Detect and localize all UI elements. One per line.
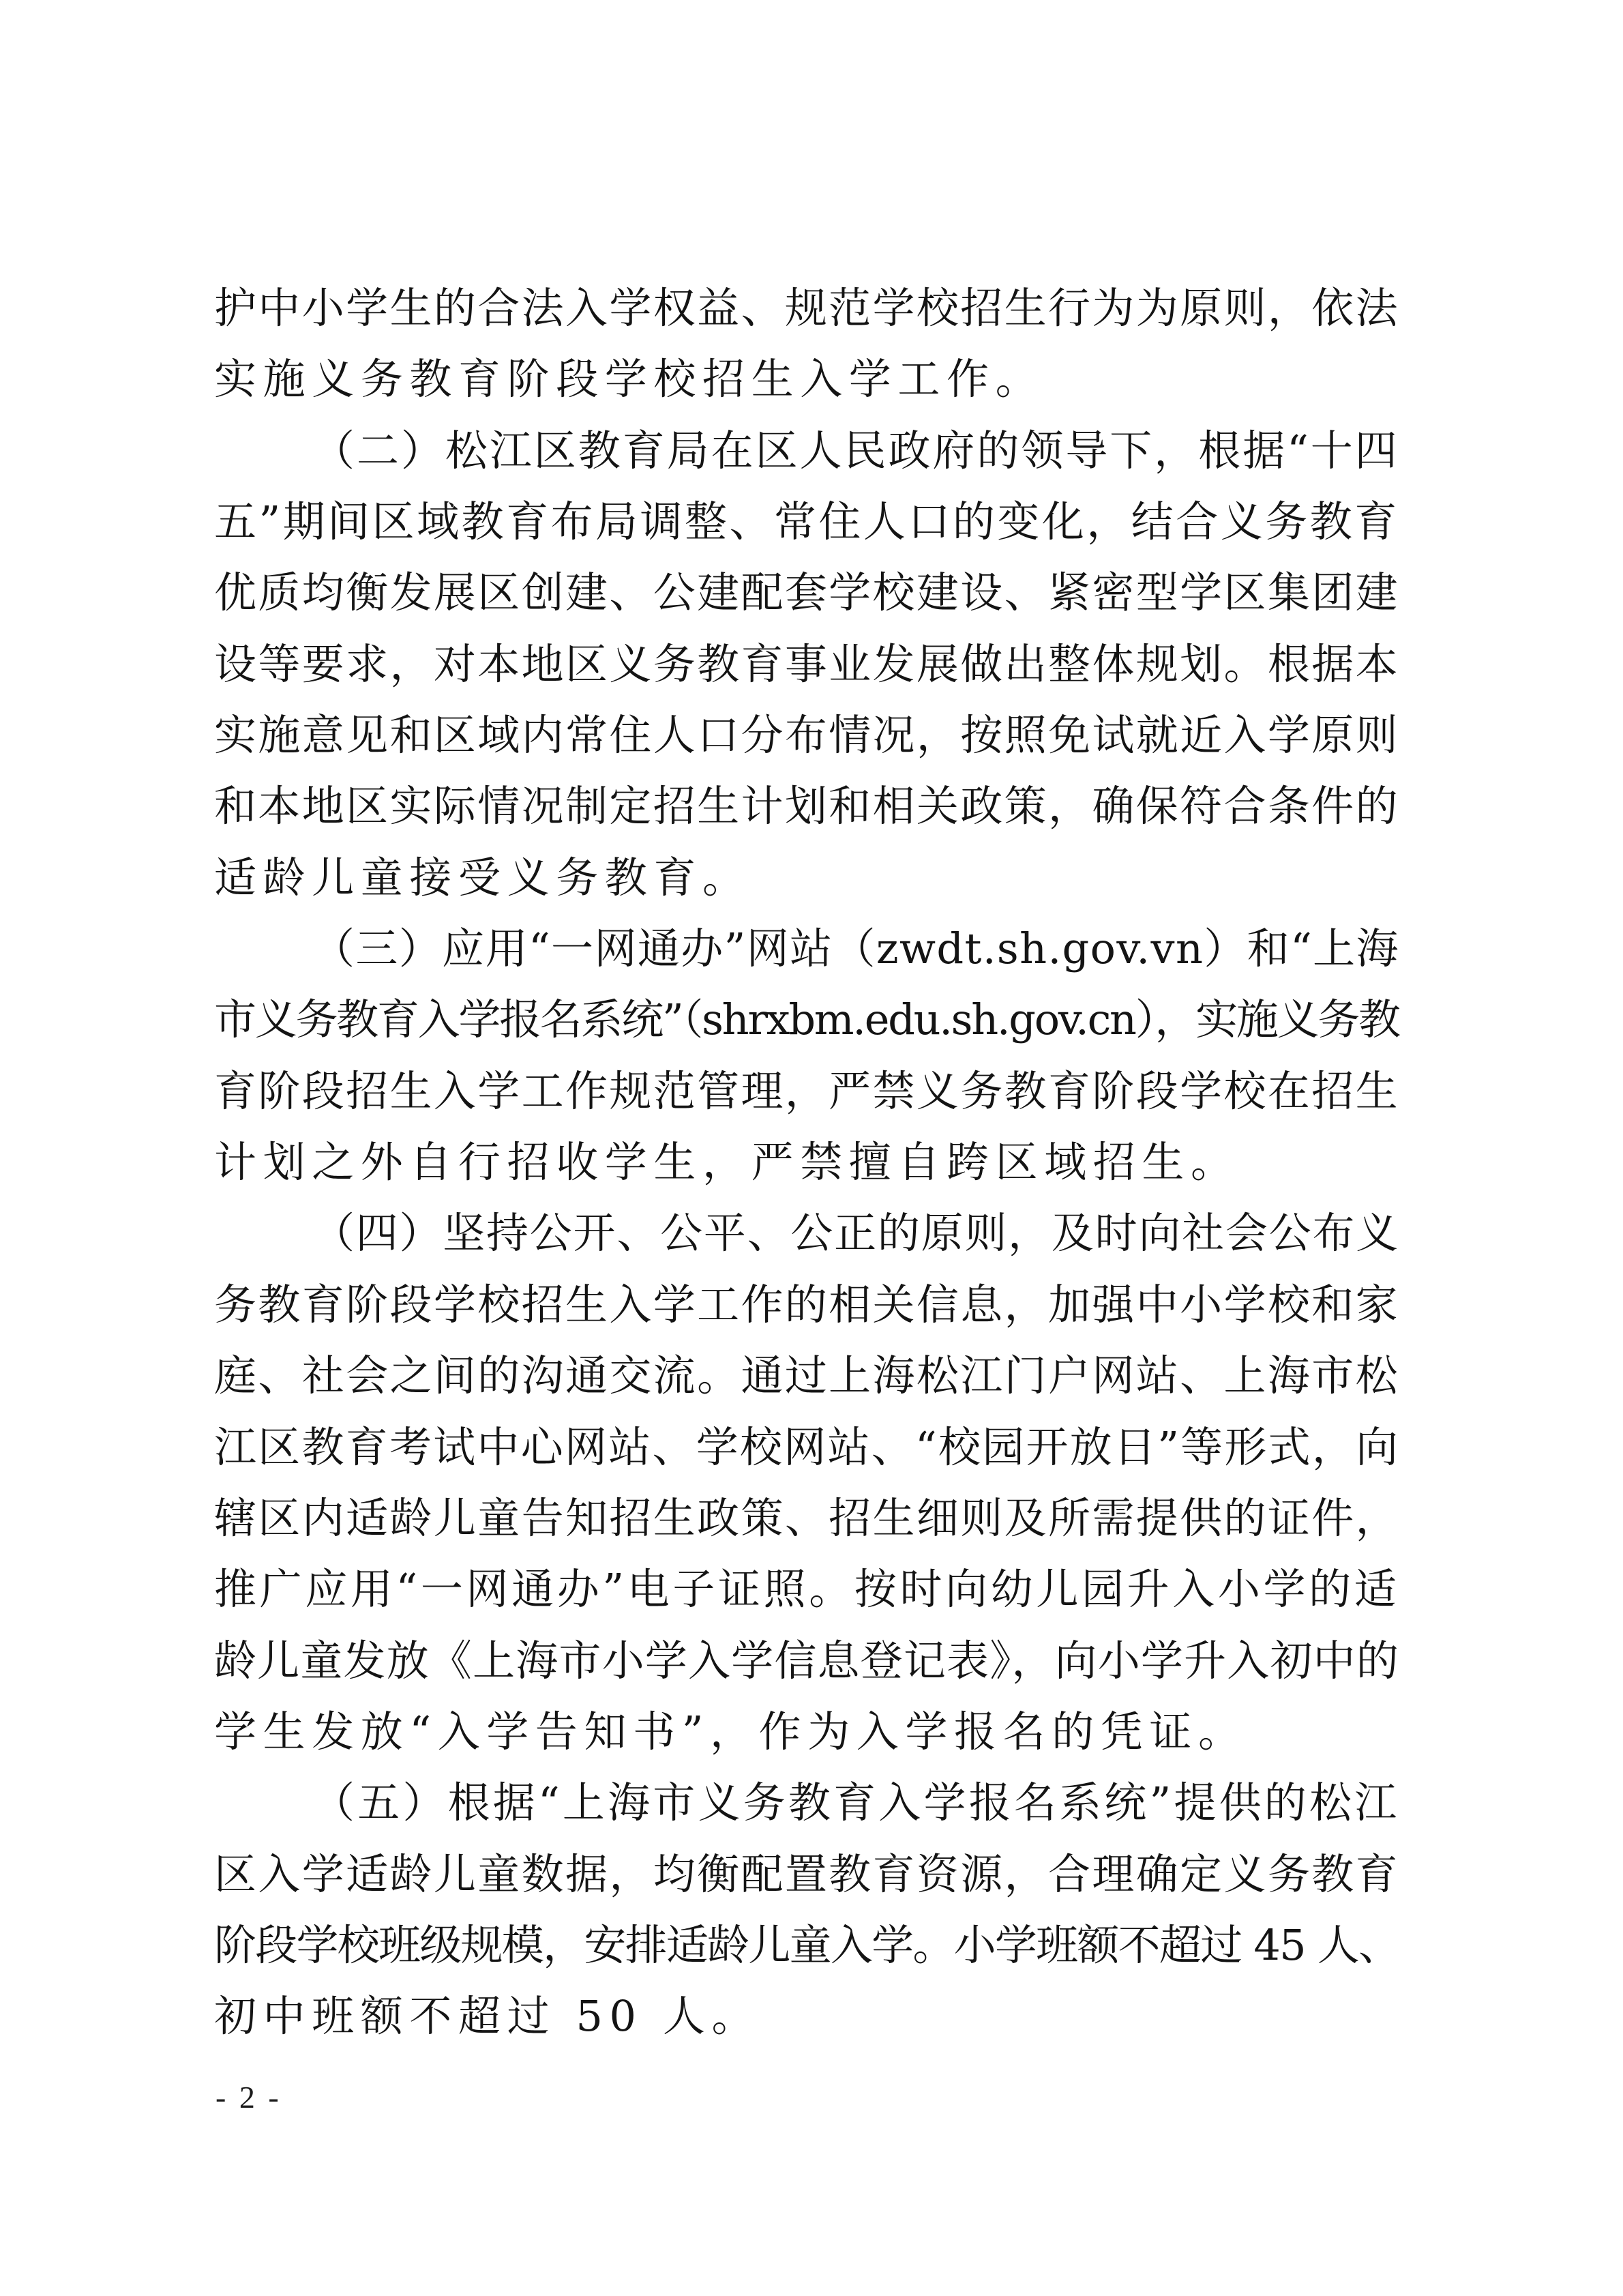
text-line: （四）坚持公开、公平、公正的原则，及时向社会公布义 xyxy=(312,1208,1400,1259)
text-line: 学生发放“入学告知书”，作为入学报名的凭证。 xyxy=(214,1706,1247,1756)
text-line: 辖区内适龄儿童告知招生政策、招生细则及所需提供的证件， xyxy=(214,1492,1400,1543)
text-line: 市义务教育入学报名系统”（shrxbm.edu.sh.gov.cn），实施义务教 xyxy=(214,995,1399,1045)
text-line: 区入学适龄儿童数据，均衡配置教育资源，合理确定义务教育 xyxy=(214,1849,1400,1899)
text-line: （三）应用“一网通办”网站（zwdt.sh.gov.vn）和“上海 xyxy=(312,924,1399,974)
document-body xyxy=(214,276,1399,2056)
text-line: 和本地区实际情况制定招生计划和相关政策，确保符合条件的 xyxy=(214,781,1400,831)
paragraph-1-continued xyxy=(214,276,1399,419)
text-line: （五）根据“上海市义务教育入学报名系统”提供的松江 xyxy=(312,1778,1400,1828)
text-line: 护中小学生的合法入学权益、规范学校招生行为为原则，依法 xyxy=(214,283,1400,333)
text-line: 适龄儿童接受义务教育。 xyxy=(214,852,751,902)
page-number: - 2 - xyxy=(215,2080,282,2115)
text-line: 五”期间区域教育布局调整、常住人口的变化，结合义务教育 xyxy=(214,497,1399,547)
text-line: 庭、社会之间的沟通交流。通过上海松江门户网站、上海市松 xyxy=(214,1351,1400,1401)
text-line: 推广应用“一网通办”电子证照。按时向幼儿园升入小学的适 xyxy=(214,1564,1400,1615)
paragraph-3 xyxy=(214,917,1399,1201)
paragraph-5 xyxy=(214,1771,1399,2055)
text-line: 实施意见和区域内常住人口分布情况，按照免试就近入学原则 xyxy=(214,710,1400,761)
text-line: 设等要求，对本地区义务教育事业发展做出整体规划。根据本 xyxy=(214,638,1400,689)
text-line: 阶段学校班级规模，安排适龄儿童入学。小学班额不超过 45 人、 xyxy=(214,1919,1400,1970)
text-line: 计划之外自行招收学生，严禁擅自跨区域招生。 xyxy=(214,1137,1240,1188)
text-line: 龄儿童发放《上海市小学入学信息登记表》，向小学升入初中的 xyxy=(214,1635,1400,1686)
text-line: 优质均衡发展区创建、公建配套学校建设、紧密型学区集团建 xyxy=(214,568,1400,618)
text-line: 初中班额不超过 50 人。 xyxy=(214,1991,761,2042)
text-line: （二）松江区教育局在区人民政府的领导下，根据“十四 xyxy=(312,425,1399,475)
text-line: 江区教育考试中心网站、学校网站、“校园开放日”等形式，向 xyxy=(214,1422,1400,1472)
paragraph-4 xyxy=(214,1201,1399,1771)
paragraph-2 xyxy=(214,419,1399,917)
text-line: 务教育阶段学校招生入学工作的相关信息，加强中小学校和家 xyxy=(214,1279,1400,1329)
text-line: 育阶段招生入学工作规范管理，严禁义务教育阶段学校在招生 xyxy=(214,1065,1400,1116)
text-line: 实施义务教育阶段学校招生入学工作。 xyxy=(214,354,1045,404)
